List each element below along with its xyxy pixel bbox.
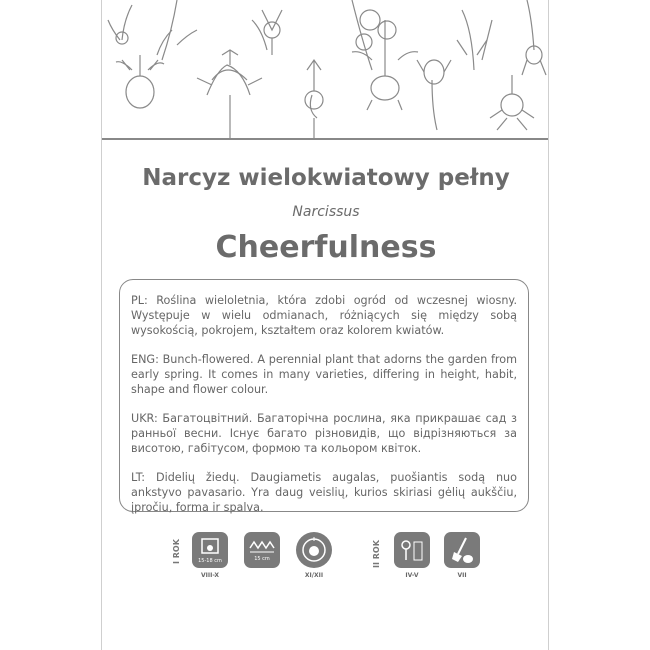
digging-caption: VII xyxy=(457,572,467,579)
description-pl: PL: Roślina wieloletnia, która zdobi ogród od wczesnej wiosny. Występuje w wielu odmianach, różniących się między sobą wysokością, pokrojem, kształtem oraz kolorem kwiatów. xyxy=(131,294,517,337)
flowering-time-icon xyxy=(296,532,332,568)
variety-name: Cheerfulness xyxy=(215,230,437,265)
care-icons xyxy=(102,528,549,588)
plant-name: Narcyz wielokwiatowy pełny xyxy=(142,165,510,191)
year1-label: I ROK xyxy=(172,539,181,564)
description-lt: LT: Didelių žiedų. Daugiametis augalas, puošiantis sodą nuo ankstyvo pavasario. Yra daug veislių, kurios skiriasi gėlių aukščiu, įpročiu, forma ir spalva. xyxy=(131,471,517,514)
planting-depth-caption: VIII-X xyxy=(201,572,219,579)
spacing-icon: 15 cm xyxy=(244,532,280,568)
description-ukr: UKR: Багатоцвітний. Багаторічна рослина, яка прикрашає сад з ранньої весни. Існує багато різновидів, що відрізняються за висотою, габітусом, формою та кольором квіток. xyxy=(131,412,517,455)
flowering-icon xyxy=(394,532,430,568)
digging-icon xyxy=(444,532,480,568)
description-box xyxy=(119,279,529,512)
botanical-illustration xyxy=(102,0,549,140)
flowering-time-caption: XI/XII xyxy=(304,572,324,579)
latin-name: Narcissus xyxy=(292,204,360,220)
flowering-caption: IV-V xyxy=(405,572,419,579)
description-eng: ENG: Bunch-flowered. A perennial plant that adorns the garden from early spring. It comes in many varieties, differing in height, habit, shape and flower colour. xyxy=(131,353,517,396)
seed-packet-card xyxy=(101,0,549,650)
planting-depth-icon: 15-18 cm xyxy=(192,532,228,568)
year2-label: II ROK xyxy=(372,540,381,568)
